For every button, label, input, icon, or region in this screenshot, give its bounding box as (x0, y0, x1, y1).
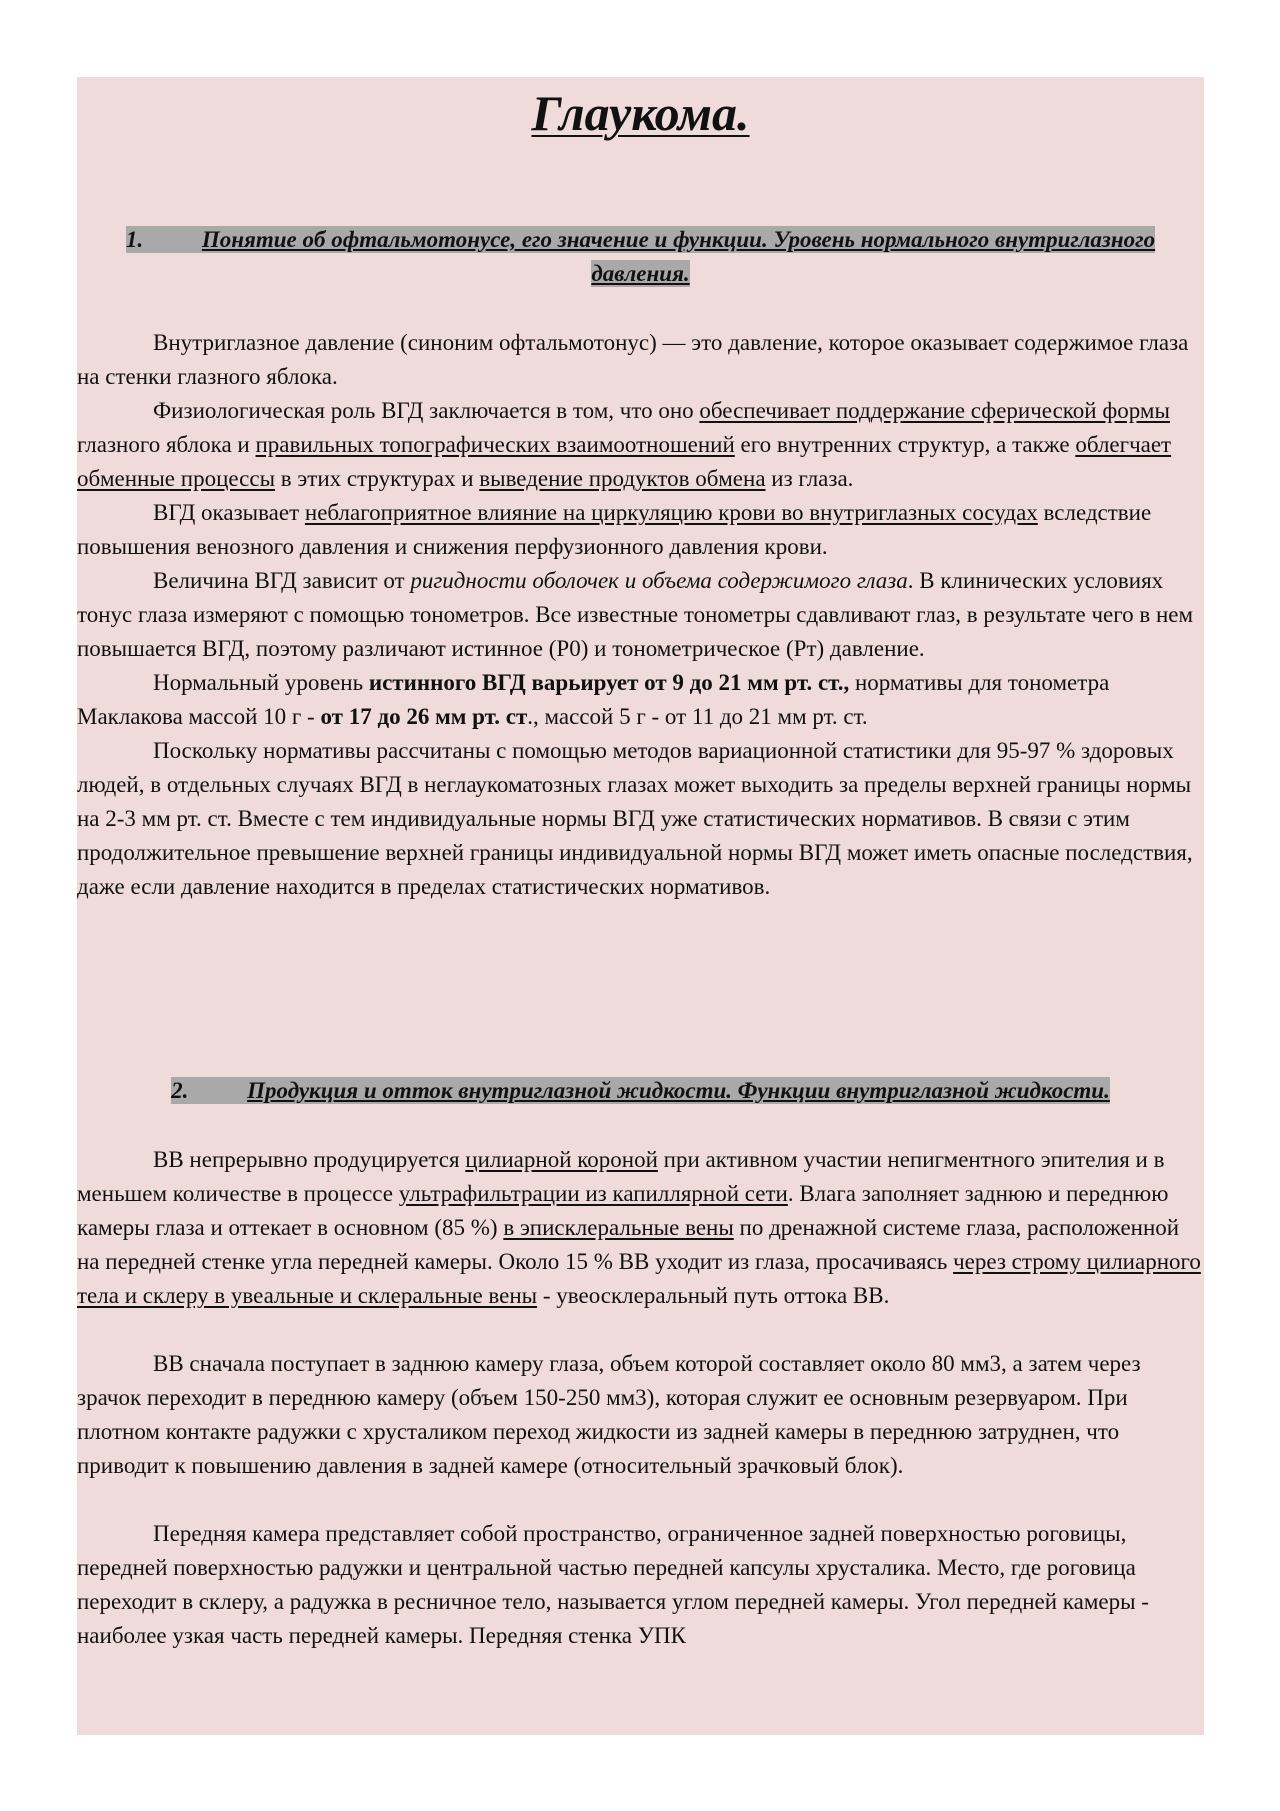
section-2-heading-text: Продукция и отток внутриглазной жидкости. Функции внутриглазной жидкости. (247, 1078, 1110, 1103)
paragraph-tonometry: Величина ВГД зависит от ригидности оболочек и объема содержимого глаза. В клинических условиях тонус глаза измеряют с помощью тонометров. Все известные тонометры сдавливают глаз, в результате чего в нем повышается ВГД, поэтому различают истинное (P0) и тонометрическое (Pт) давление. (77, 568, 1194, 661)
paragraph-circulation: ВГД оказывает неблагоприятное влияние на циркуляцию крови во внутриглазных сосудах вследствие повышения венозного давления и снижения перфузионного давления крови. (77, 500, 1152, 559)
document-page (77, 77, 1204, 1735)
section-2-number: 2. (171, 1078, 189, 1103)
paragraph-anterior-chamber: Передняя камера представляет собой пространство, ограниченное задней поверхностью роговицы, передней поверхностью радужки и центральной частью передней капсулы хрусталика. Место, где роговица переходит в склеру, а радужка в ресничное тело, называется углом передней камеры. Угол передней камеры - наиболее узкая часть передней камеры. Передняя стенка УПК (77, 1521, 1149, 1648)
blank-line (77, 1483, 1204, 1517)
paragraph-normal-level: Нормальный уровень истинного ВГД варьирует от 9 до 21 мм рт. ст., нормативы для тонометра Маклакова массой 10 г - от 17 до 26 мм рт. ст., массой 5 г - от 11 до 21 мм рт. ст. (77, 670, 1110, 729)
section-1-heading (77, 223, 1204, 291)
section-2-body (77, 1143, 1204, 1653)
section-1-body (77, 326, 1204, 904)
section-2-heading (77, 1074, 1204, 1108)
paragraph-physiological-role: Физиологическая роль ВГД заключается в том, что оно обеспечивает поддержание сферической формы глазного яблока и правильных топографических взаимоотношений его внутренних структур, а также облегчает обменные процессы в этих структурах и выведение продуктов обмена из глаза. (77, 398, 1172, 491)
paragraph-statistics: Поскольку нормативы рассчитаны с помощью методов вариационной статистики для 95-97 % здоровых людей, в отдельных случаях ВГД в неглаукоматозных глазах может выходить за пределы верхней границы нормы на 2-3 мм рт. ст. Вместе с тем индивидуальные нормы ВГД уже статистических нормативов. В связи с этим продолжительное превышение верхней границы индивидуальной нормы ВГД может иметь опасные последствия, даже если давление находится в пределах статистических нормативов. (77, 738, 1193, 899)
blank-line (77, 1313, 1204, 1347)
paragraph-chambers: ВВ сначала поступает в заднюю камеру глаза, объем которой составляет около 80 мм3, а затем через зрачок переходит в переднюю камеру (объем 150-250 мм3), которая служит ее основным резервуаром. При плотном контакте радужки с хрусталиком переход жидкости из задней камеры в переднюю затруднен, что приводит к повышению давления в задней камере (относительный зрачковый блок). (77, 1351, 1141, 1478)
paragraph-definition: Внутриглазное давление (синоним офтальмотонус) — это давление, которое оказывает содержимое глаза на стенки глазного яблока. (77, 330, 1189, 389)
section-1-heading-text: Понятие об офтальмотонусе, его значение и функции. Уровень нормального внутриглазного давления. (201, 227, 1156, 286)
section-1-number: 1. (125, 227, 144, 252)
paragraph-production-outflow: ВВ непрерывно продуцируется цилиарной короной при активном участии непигментного эпителия и в меньшем количестве в процессе ультрафильтрации из капиллярной сети. Влага заполняет заднюю и переднюю камеры глаза и оттекает в основном (85 %) в эписклеральные вены по дренажной системе глаза, расположенной на передней стенке угла передней камеры. Около 15 % ВВ уходит из глаза, просачиваясь через строму цилиарного тела и склеру в увеальные и склеральные вены - увеосклеральный путь оттока ВВ. (77, 1147, 1201, 1308)
document-title: Глаукома. (531, 85, 750, 141)
